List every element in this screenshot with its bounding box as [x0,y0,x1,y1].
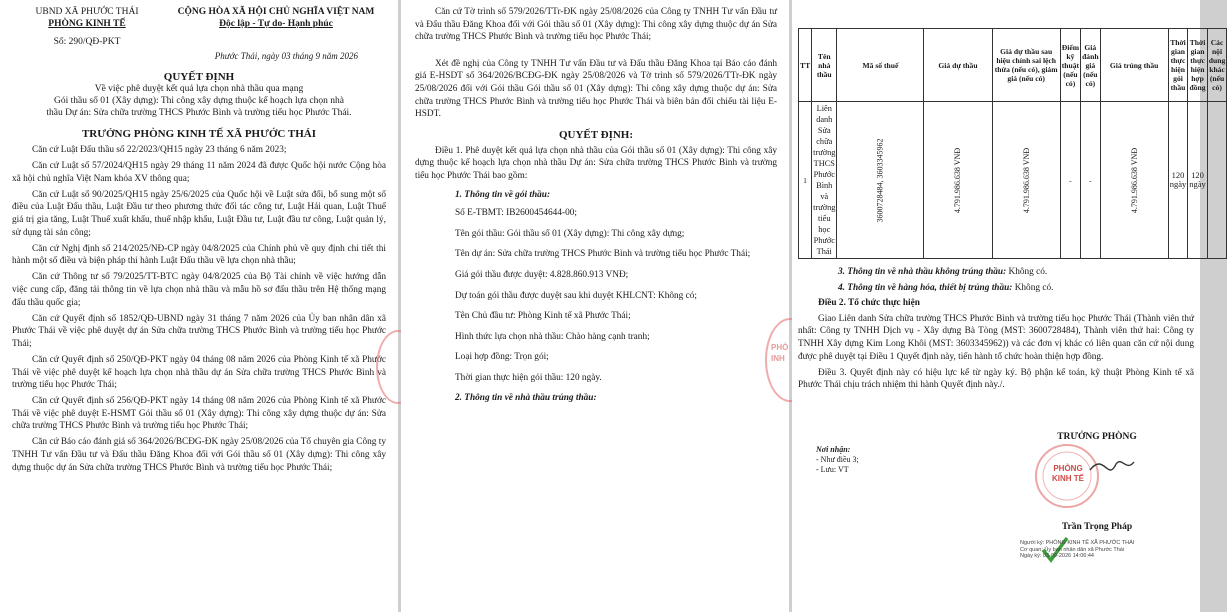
decision-subtitle-1: Về việc phê duyệt kết quả lựa chọn nhà thầu qua mạng [94,84,304,94]
basis-paragraph: Căn cứ Tờ trình số 579/2026/TTr-ĐK ngày 25/08/2026 của Công ty TNHH Tư vấn Đầu tư và Đấu thầu Đăng Khoa đối với Gói thầu số 01 (Xây dựng): Thi công xây dựng thuộc dự án Sửa chữa trường THCS Phước Bình và trường tiểu học Phước Thái; [415,7,777,43]
column-header: Giá đánh giá (nếu có) [1081,29,1100,102]
section-2-title: 2. Thông tin về nhà thầu trúng thầu: [455,393,597,404]
column-header: TT [799,29,812,102]
cell-bidder-name: Liên danh Sửa chữa trường THCS Phước Bình và trường tiểu học Phước Thái [812,102,837,259]
basis-paragraph: Căn cứ Luật Đấu thầu số 22/2023/QH15 ngày 23 tháng 6 năm 2023; [32,145,287,155]
column-header: Các nội dung khác (nếu có) [1207,29,1226,102]
cell-tt: 1 [799,102,812,259]
issue-date: Phước Thái, ngày 03 tháng 9 năm 2026 [214,51,358,61]
cell-adjusted-price [992,102,1060,259]
section-4-title: 4. Thông tin về hàng hóa, thiết bị trúng thầu: [838,282,1013,293]
cell-package-time: 120 ngày [1168,102,1188,259]
document-header [12,6,386,48]
nation-title: CỘNG HÒA XÃ HỘI CHỦ NGHĨA VIỆT NAM [177,7,375,17]
section-3 [798,266,1194,279]
digital-sig-line: Người ký: PHÒNG KINH TẾ XÃ PHƯỚC THÁI [1020,540,1135,546]
cell-bid-price [924,102,992,259]
recipients-block [816,445,946,475]
digital-sig-line: Cơ quan: Ủy ban nhân dân xã Phước Thái [1020,546,1125,553]
decision-title: QUYẾT ĐỊNH [163,71,235,83]
table-row [799,102,1227,259]
cell-win-price [1100,102,1168,259]
recipient-item: - Như điều 3; [816,455,859,464]
column-header: Tên nhà thầu [812,29,837,102]
win-price-text: 4.791.986.638 VNĐ [1129,147,1139,213]
decision-subtitle-2: Gói thầu số 01 (Xây dựng): Thi công xây dựng thuộc kế hoạch lựa chọn nhà [54,96,344,106]
basis-paragraph: Căn cứ Luật số 57/2024/QH15 ngày 29 tháng 11 năm 2024 đã được Quốc hội nước Cộng hòa xã hội chủ nghĩa Việt Nam khóa XV thông qua; [12,161,386,184]
package-info-item: Tên gói thầu: Gói thầu số 01 (Xây dựng): Thi công xây dựng; [455,228,685,239]
basis-paragraph: Căn cứ Quyết định số 1852/QĐ-UBND ngày 31 tháng 7 năm 2026 của Ủy ban nhân dân xã Phước Thái về việc phê duyệt dự án Sửa chữa trường THCS Phước Bình và trường tiểu học Phước Thái; [12,313,386,349]
column-header: Thời gian thực hiện hợp đồng [1188,29,1208,102]
adjusted-price-text: 4.791.986.638 VNĐ [1021,147,1031,213]
digital-signature [1020,540,1190,560]
document-page-2 [401,0,789,612]
stamp-text: PHÒ [771,343,789,352]
basis-paragraph: Căn cứ Quyết định số 256/QĐ-PKT ngày 14 tháng 08 năm 2026 của Phòng Kinh tế xã Phước Thái về việc phê duyệt E-HSMT Gói thầu số 01 (Xây dựng): Thi công xây dựng thuộc dự án: Sửa chữa trường THCS Phước Bình và trường tiểu học Phước Thái; [12,396,386,432]
cell-tax-code [837,102,924,259]
cell-tech-score: - [1060,102,1080,259]
basis-paragraph: Căn cứ Thông tư số 79/2025/TT-BTC ngày 04/8/2025 của Bộ Tài chính về việc hướng dẫn việc cung cấp, đăng tải thông tin về lựa chọn nhà thầu và mẫu hồ sơ đấu thầu trên Hệ thống mạng đấu thầu quốc gia; [12,272,386,308]
proposal-paragraph: Xét đề nghị của Công ty TNHH Tư vấn Đầu tư và Đấu thầu Đăng Khoa tại Báo cáo đánh giá E-HSDT số 364/2026/BCĐG-ĐK ngày 25/08/2026 và Tờ trình số 579/2026/TTr-ĐK ngày 25/08/2026 đối với Gói thầu Gói thầu số 01 (Xây dựng): Thi công xây dựng thuộc dự án: Sửa chữa trường THCS Phước Bình và trường tiểu học Phước Thái và biên bản đối chiếu tài liệu E-HSDT. [415,58,777,120]
decision-subtitle-3: thầu Dự án: Sửa chữa trường THCS Phước Bình và trường tiểu học Phước Thái. [46,108,352,118]
article-3: Điều 3. Quyết định này có hiệu lực kể từ ngày ký. Bộ phận kế toán, kỹ thuật Phòng Kinh tế xã Phước Thái chịu trách nhiệm thi hành Quyết định này./. [798,367,1194,391]
agency-parent: UBND XÃ PHƯỚC THÁI [35,7,139,17]
column-header: Điểm kỹ thuật (nếu có) [1060,29,1080,102]
package-info-item: Số E-TBMT: IB2600454644-00; [455,208,577,219]
motto: Độc lập - Tự do- Hạnh phúc [219,19,333,29]
recipients-title: Nơi nhận: [816,445,851,454]
basis-paragraph: Căn cứ Nghị định số 214/2025/NĐ-CP ngày 04/8/2025 của Chính phủ về quy định chi tiết thi hành một số điều và biện pháp thi hành Luật Đấu thầu về lựa chọn nhà thầu; [12,243,386,267]
recipient-item: - Lưu: VT [816,465,849,474]
agency-name: PHÒNG KINH TẾ [48,19,126,29]
digital-sig-line: Ngày ký: 03-09-2026 14:06:44 [1020,553,1094,559]
package-info-item: Dự toán gói thầu được duyệt sau khi duyệt KHLCNT: Không có; [455,290,698,301]
section-1-title: 1. Thông tin về gói thầu: [455,189,551,200]
decision-heading: QUYẾT ĐỊNH: [558,128,634,141]
column-header: Giá dự thầu [924,29,992,102]
tax-code-text: 3600728484, 3603345962 [875,138,885,222]
section-3-value: Không có. [1006,267,1048,277]
cell-contract-time: 120 ngày [1188,102,1208,259]
cell-other [1207,102,1226,259]
signer-name: Trần Trọng Pháp [1061,522,1133,532]
winning-bidder-table [798,28,1227,259]
table-header-row [799,29,1227,102]
stamp-text: INH [771,354,785,363]
stamp-text: PHÒNG [1053,464,1083,473]
section-3-title: 3. Thông tin về nhà thầu không trúng thầu: [838,267,1007,277]
package-info-item: Loại hợp đồng: Trọn gói; [455,352,549,363]
package-info-item: Giá gói thầu được duyệt: 4.828.860.913 VNĐ; [455,269,629,280]
signer-title: TRƯỞNG PHÒNG [1057,432,1137,442]
column-header: Giá trúng thầu [1100,29,1168,102]
document-page-1 [0,0,398,612]
article-1: Điều 1. Phê duyệt kết quả lựa chọn nhà thầu của Gói thầu số 01 (Xây dựng): Thi công xây dựng thuộc kế hoạch lựa chọn nhà thầu Dự án: Sửa chữa trường THCS Phước Bình và trường tiểu học Phước Thái bao gồm: [415,145,777,181]
package-info-item: Tên dự án: Sửa chữa trường THCS Phước Bình và trường tiểu học Phước Thái; [455,249,751,260]
column-header: Giá dự thầu sau hiệu chỉnh sai lệch thừa (nếu có), giảm giá (nếu có) [992,29,1060,102]
cell-eval-price: - [1081,102,1100,259]
basis-paragraph: Căn cứ Báo cáo đánh giá số 364/2026/BCĐG-ĐK ngày 25/08/2026 của Tổ chuyên gia Công ty TNHH Tư vấn Đầu tư và Đấu thầu Đăng Khoa đối với Gói thầu số 01 (Xây dựng): Thi công xây dựng thuộc dự án Sửa chữa trường THCS Phước Bình và trường tiểu học Phước Thái; [12,437,386,473]
authority-title: TRƯỞNG PHÒNG KINH TẾ XÃ PHƯỚC THÁI [81,128,317,140]
article-2-text: Giao Liên danh Sửa chữa trường THCS Phước Bình và trường tiểu học Phước Thái (Thành viên thứ nhất: Công ty TNHH Dịch vụ - Xây dựng Bà Tòng (MST: 3600728484), Thành viên thứ hai: Công ty TNHH Xây dựng Kim Long Khôi (MST: 3603345962)) và các đơn vị khác có liên quan căn cứ nội dung được phê duyệt tại Điều 1 Quyết định này, tiến hành tổ chức hoàn thiện hợp đồng. [798,313,1194,362]
package-info-item: Hình thức lựa chọn nhà thầu: Chào hàng cạnh tranh; [455,331,650,342]
official-stamp-icon [1012,442,1182,512]
basis-paragraph: Căn cứ Luật số 90/2025/QH15 ngày 25/6/2025 của Quốc hội về Luật sửa đổi, bổ sung một số điều của Luật Đấu thầu, Luật Đầu tư theo phương thức đối tác công tư, Luật Hải quan, Luật Thuế giá trị gia tăng, Luật Thuế xuất khẩu, thuế nhập khẩu, Luật Đầu tư, Luật đầu tư công, Luật quản lý, sử dụng tài sản công; [12,189,386,238]
stamp-text: KINH TẾ [1052,474,1084,483]
signature-block [1012,432,1182,532]
section-4 [798,282,1194,295]
package-info-item: Tên Chủ đầu tư: Phòng Kinh tế xã Phước Thái; [455,311,631,322]
package-info-item: Thời gian thực hiện gói thầu: 120 ngày. [455,372,602,383]
column-header: Thời gian thực hiện gói thầu [1168,29,1188,102]
column-header: Mã số thuế [837,29,924,102]
doc-number: Số: 290/QĐ-PKT [53,37,121,47]
basis-paragraph: Căn cứ Quyết định số 250/QĐ-PKT ngày 04 tháng 08 năm 2026 của Phòng Kinh tế xã Phước Thái về việc phê duyệt kế hoạch lựa chọn nhà thầu dự án Sửa chữa trường THCS Phước Bình và trường tiểu học Phước Thái; [12,354,386,391]
section-4-value: Không có. [1012,282,1054,293]
document-page-3 [792,0,1226,612]
article-2-title: Điều 2. Tổ chức thực hiện [818,298,920,309]
bid-price-text: 4.791.986.638 VNĐ [953,147,963,213]
